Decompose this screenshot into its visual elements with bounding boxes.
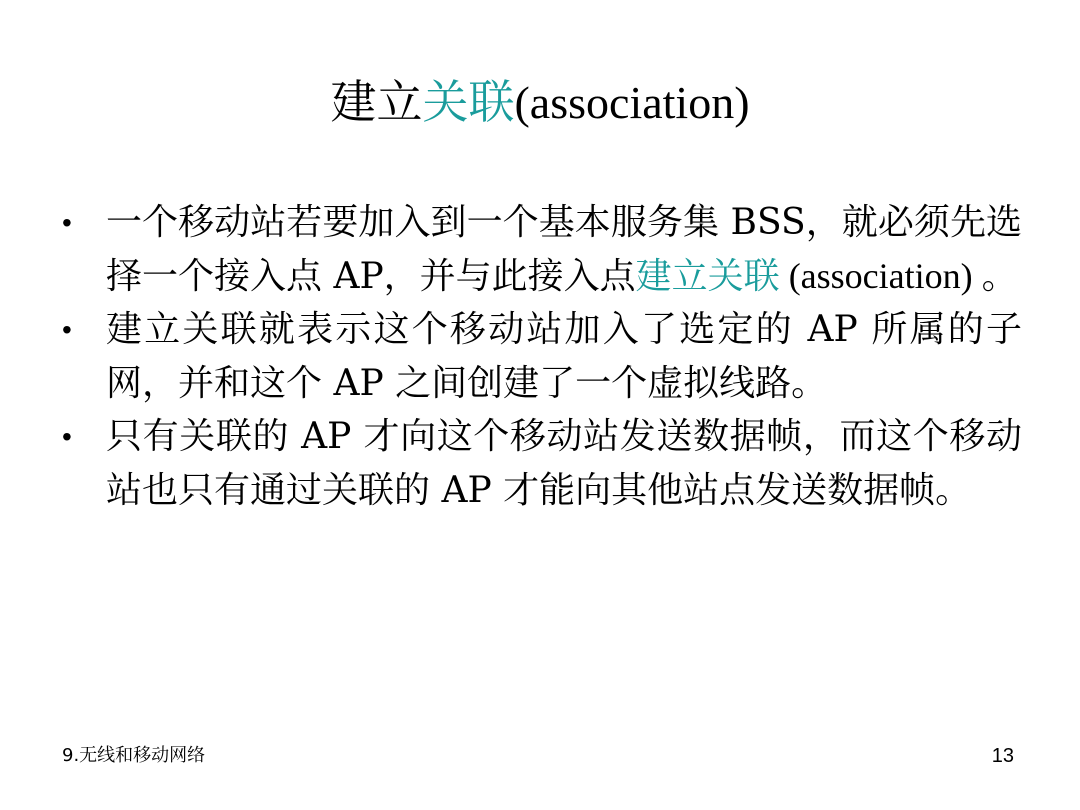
bullet-3-text: 只有关联的 AP 才向这个移动站发送数据帧，而这个移动站也只有通过关联的 AP 才能向其他站点发送数据帧。 <box>106 416 1022 511</box>
bullet-dot-icon: • <box>62 314 72 345</box>
footer-chapter: 9.无线和移动网络 <box>62 745 206 766</box>
bullet-1-tail: (association) 。 <box>779 255 1018 296</box>
title-highlight: 关联 <box>422 75 515 129</box>
slide-title <box>0 70 1080 135</box>
bullet-2-text: 建立关联就表示这个移动站加入了选定的 AP 所属的子网，并和这个 AP 之间创建了一个虚拟线路。 <box>106 309 1022 404</box>
bullet-1-highlight: 建立关联 <box>635 255 780 297</box>
bullet-1-text: 一个移动站若要加入到一个基本服务集 BSS，就必须先选择一个接入点 AP，并与此接入点 <box>106 202 1022 297</box>
footer-page-number: 13 <box>991 745 1014 767</box>
title-part-1: 建立 <box>330 75 423 129</box>
bullet-dot-icon: • <box>62 421 72 452</box>
bullet-list <box>62 196 1022 517</box>
bullet-item <box>62 196 1022 303</box>
bullet-dot-icon: • <box>62 207 72 238</box>
bullet-item <box>62 303 1022 410</box>
bullet-item <box>62 410 1022 517</box>
title-part-3: (association) <box>514 77 750 128</box>
